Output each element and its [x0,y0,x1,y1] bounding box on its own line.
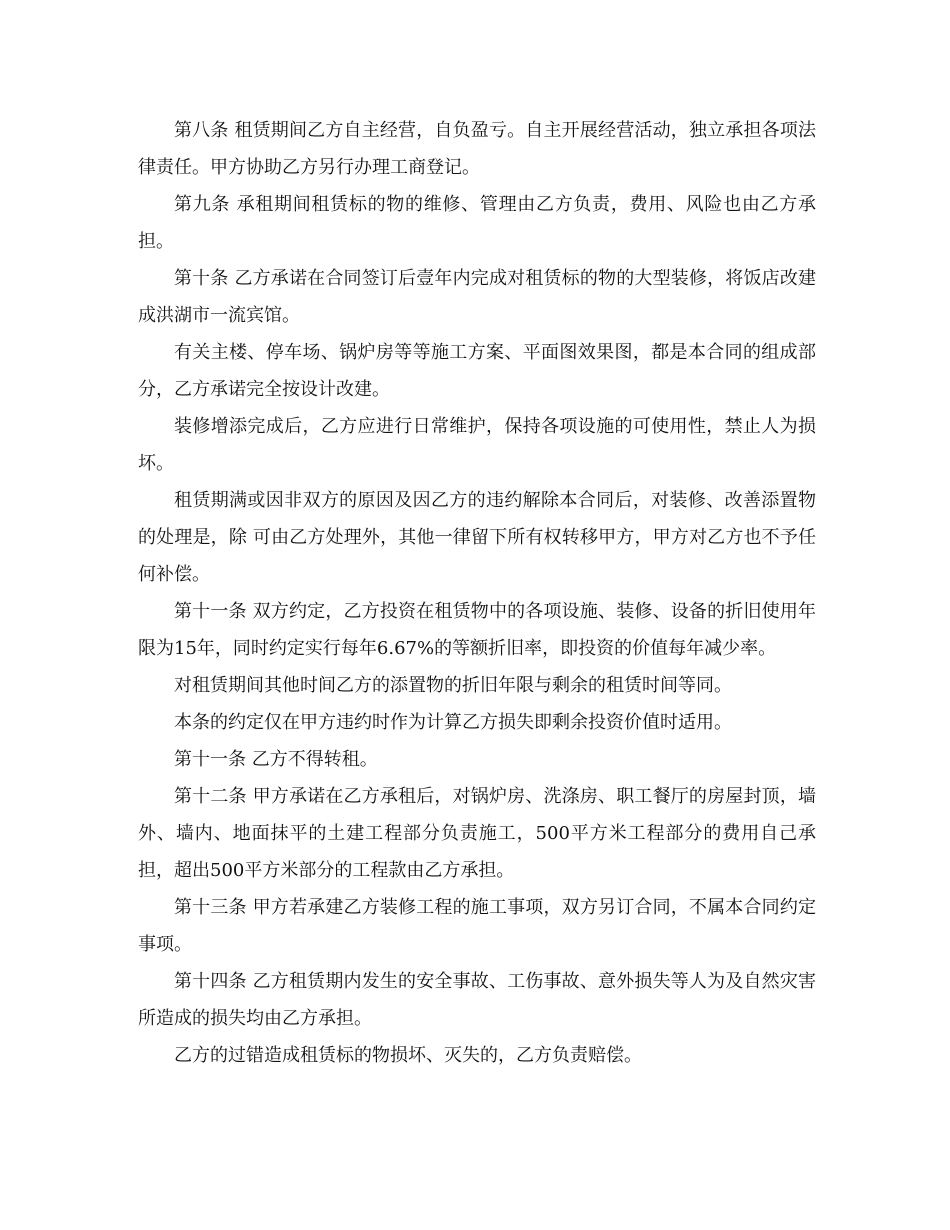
no-sublease-paragraph: 第十一条 乙方不得转租。 [174,749,378,770]
lease-expiry-paragraph: 租赁期满或因非双方的原因及因乙方的违约解除本合同后，对装修、改善添置物的处理是，除 可由乙方处理外，其他一律留下所有权转移甲方，甲方对乙方也不予任何补偿。 [138,490,816,585]
article-12-paragraph: 第十二条 甲方承诺在乙方承租后，对锅炉房、洗涤房、职工餐厅的房屋封顶，墙外、墙内、地面抹平的土建工程部分负责施工，500平方米工程部分的费用自己承担，超出500平方米部分的工程款由乙方承担。 [138,786,816,881]
article-13-paragraph: 第十三条 甲方若承建乙方装修工程的施工事项，双方另订合同，不属本合同约定事项。 [138,897,816,955]
clause-applicability-paragraph: 本条的约定仅在甲方违约时作为计算乙方损失即剩余投资价值时适用。 [174,712,732,733]
article-10-paragraph: 第十条 乙方承诺在合同签订后壹年内完成对租赁标的物的大型装修，将饭店改建成洪湖市一流宾馆。 [138,268,816,326]
construction-plan-paragraph: 有关主楼、停车场、锅炉房等等施工方案、平面图效果图，都是本合同的组成部分，乙方承诺完全按设计改建。 [138,342,816,400]
compensation-paragraph: 乙方的过错造成租赁标的物损坏、灭失的，乙方负责赔偿。 [174,1045,642,1066]
article-9-paragraph: 第九条 承租期间租赁标的物的维修、管理由乙方负责，费用、风险也由乙方承担。 [138,194,816,252]
contract-text-body [138,112,816,1074]
other-additions-paragraph: 对租赁期间其他时间乙方的添置物的折旧年限与剩余的租赁时间等同。 [174,675,732,696]
article-14-paragraph: 第十四条 乙方租赁期内发生的安全事故、工伤事故、意外损失等人为及自然灾害所造成的损失均由乙方承担。 [138,971,816,1029]
article-11-depreciation-paragraph: 第十一条 双方约定，乙方投资在租赁物中的各项设施、装修、设备的折旧使用年限为15年，同时约定实行每年6.67%的等额折旧率，即投资的价值每年减少率。 [138,601,816,659]
maintenance-paragraph: 装修增添完成后，乙方应进行日常维护，保持各项设施的可使用性，禁止人为损坏。 [138,416,816,474]
article-8-paragraph: 第八条 租赁期间乙方自主经营，自负盈亏。自主开展经营活动，独立承担各项法律责任。甲方协助乙方另行办理工商登记。 [138,120,816,178]
